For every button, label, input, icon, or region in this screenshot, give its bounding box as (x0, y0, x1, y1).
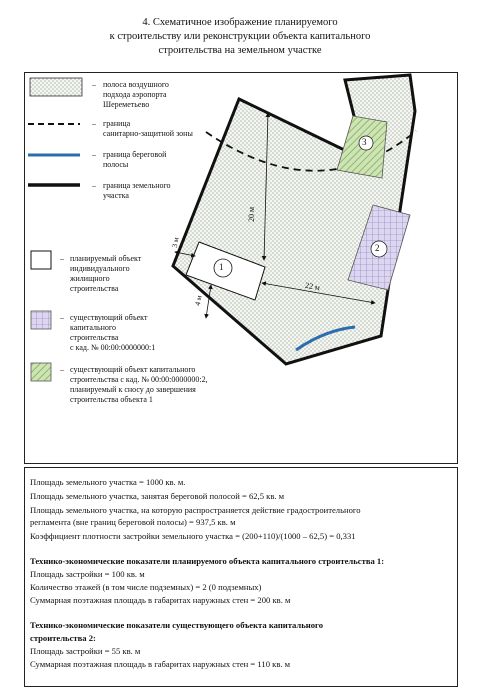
legend-airport-strip: полоса воздушного подхода аэропорта Шереметьево (103, 80, 169, 109)
info-shoreline-area: Площадь земельного участка, занятая береговой полосой = 62,5 кв. м (30, 491, 285, 501)
dimension-20m-label: 20 м (247, 206, 257, 223)
dimension-22m-label: 22 м (304, 280, 321, 293)
building-3-number: 3 (362, 137, 367, 147)
legend-dash: – (60, 254, 64, 263)
title-line-3: строительства на земельном участке (158, 45, 322, 56)
title-line-1: 4. Схематичное изображение планируемого (142, 17, 338, 28)
planned-floors: Количество этажей (в том числе подземных) = 2 (0 подземных) (30, 582, 262, 592)
legend-planned-building: планируемый объект индивидуального жилищного строительства (70, 254, 142, 293)
dimension-3m-label: 3 м (169, 236, 181, 249)
existing-building-area: Площадь застройки = 55 кв. м (30, 646, 141, 656)
existing-building-legend-icon (31, 311, 51, 329)
legend-land-plot: граница земельного участка (103, 181, 171, 200)
legend-dash: – (92, 119, 96, 128)
existing-object-heading-2: строительства 2: (30, 633, 96, 643)
legend-demolition-building: существующий объект капитального строительства с кад. № 00:00:0000000:2, планируемый к сносу до завершения строительства объекта 1 (70, 365, 208, 404)
legend-sanitary-zone: граница санитарно-защитной зоны (103, 119, 193, 138)
info-plot-area: Площадь земельного участка = 1000 кв. м. (30, 477, 186, 487)
planned-building-legend-icon (31, 251, 51, 269)
building-1-number: 1 (219, 262, 224, 272)
legend-shoreline: граница береговой полосы (103, 150, 167, 169)
planned-object-heading: Технико-экономические показатели планируемого объекта капитального строительства 1: (30, 556, 385, 566)
existing-object-heading-1: Технико-экономические показатели существующего объекта капитального (30, 620, 324, 630)
legend-dash: – (92, 181, 96, 190)
legend-dash: – (92, 80, 96, 89)
info-regulation-area-2: регламента (вне границ береговой полосы) = 937,5 кв. м (30, 517, 236, 527)
demolition-building-legend-icon (31, 363, 51, 381)
legend-dash: – (60, 365, 64, 374)
existing-total-area: Суммарная поэтажная площадь в габаритах наружных стен = 110 кв. м (30, 659, 291, 669)
building-2-number: 2 (375, 243, 380, 253)
airport-strip-legend-icon (30, 78, 82, 96)
dimension-4m-label: 4 м (192, 294, 204, 307)
legend-dash: – (60, 313, 64, 322)
legend-existing-building: существующий объект капитального строительства с кад. № 00:00:0000000:1 (70, 313, 156, 352)
legend-dash: – (92, 150, 96, 159)
info-density-coefficient: Коэффициент плотности застройки земельного участка = (200+110)/(1000 – 62,5) = 0,331 (30, 531, 356, 541)
planned-total-area: Суммарная поэтажная площадь в габаритах наружных стен = 200 кв. м (30, 595, 291, 605)
planned-building-area: Площадь застройки = 100 кв. м (30, 569, 145, 579)
info-regulation-area-1: Площадь земельного участка, на которую распространяется действие градостроительного (30, 505, 361, 515)
title-line-2: к строительству или реконструкции объекта капитального (109, 31, 371, 42)
